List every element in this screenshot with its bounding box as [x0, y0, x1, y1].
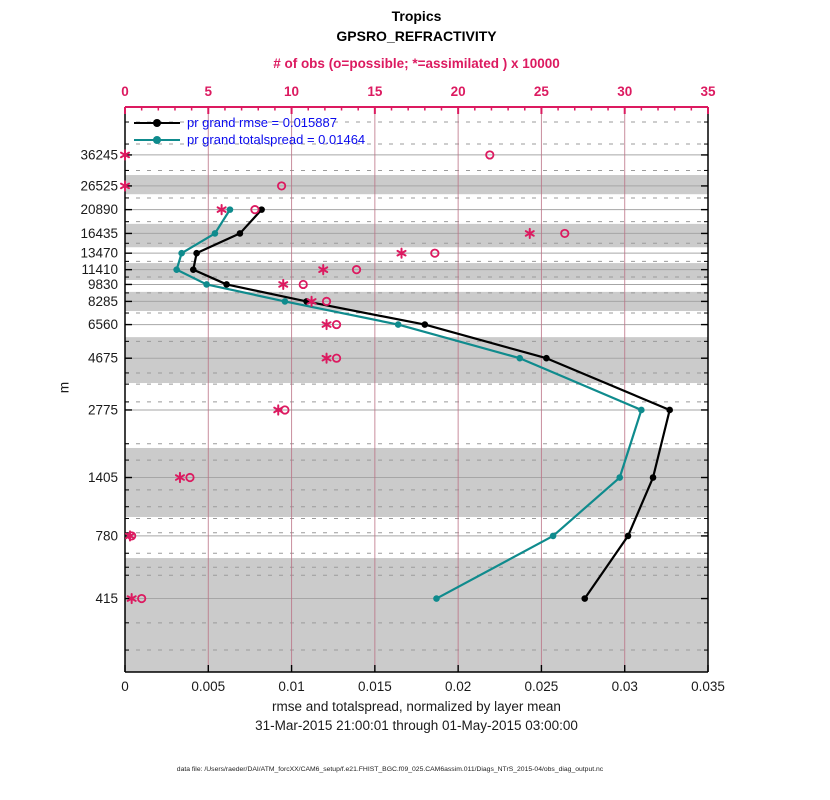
legend-label-totalspread: pr grand totalspread = 0.01464: [187, 132, 366, 147]
top-tick-label: 10: [284, 84, 300, 99]
y-tick-label: 2775: [87, 402, 118, 418]
legend-item-rmse: [134, 114, 365, 131]
top-tick-label: 30: [617, 84, 633, 99]
legend-dot-icon: [153, 136, 161, 144]
series-point: [625, 533, 632, 540]
x-tick-label: 0.025: [524, 679, 559, 694]
y-tick-label: 4675: [87, 350, 118, 366]
x-tick-label: 0.005: [191, 679, 226, 694]
series-point: [203, 281, 210, 288]
y-tick-label: 36245: [80, 147, 118, 163]
series-point: [190, 266, 197, 273]
x-tick-label: 0.03: [611, 679, 638, 694]
top-tick-label: 20: [450, 84, 466, 99]
top-tick-label: 35: [700, 84, 716, 99]
datafile-path-label: data file: /Users/raeder/DAI/ATM_forcXX/CAM6_setup/f.e21.FHIST_BGC.f09_025.CAM6assim.011/Diags_NTrS_2015-04/obs_diag_output.nc: [176, 766, 604, 773]
series-point: [227, 206, 234, 213]
x-tick-label: 0.01: [278, 679, 305, 694]
y-tick-label: 26525: [80, 178, 118, 194]
top-tick-label: 25: [533, 84, 549, 99]
timespan-label: 31-Mar-2015 21:00:01 through 01-May-2015 03:00:00: [255, 718, 578, 733]
y-tick-label: 415: [95, 591, 118, 607]
series-point: [282, 298, 289, 305]
series-point: [650, 474, 657, 481]
y-tick-label: 13470: [80, 245, 118, 261]
plot-subtitle: GPSRO_REFRACTIVITY: [336, 28, 497, 44]
y-tick-label: 16435: [80, 225, 118, 241]
series-point: [178, 250, 185, 257]
series-point: [638, 407, 645, 414]
legend: [134, 114, 365, 148]
series-point: [581, 595, 588, 602]
series-point: [666, 407, 673, 414]
series-point: [173, 266, 180, 273]
x-tick-label: 0.015: [357, 679, 392, 694]
series-point: [616, 474, 623, 481]
plot-title: Tropics: [391, 8, 442, 24]
legend-line-sample-rmse: [134, 122, 180, 124]
top-tick-label: 15: [367, 84, 383, 99]
series-point: [237, 230, 244, 237]
y-tick-label: 11410: [81, 262, 118, 278]
series-point: [550, 533, 557, 540]
series-point: [422, 321, 429, 328]
x-tick-label: 0: [121, 679, 129, 694]
y-tick-label: 780: [95, 528, 118, 544]
legend-item-totalspread: [134, 131, 365, 148]
series-point: [223, 281, 230, 288]
y-tick-label: 20890: [80, 202, 118, 218]
legend-line-sample-totalspread: [134, 139, 180, 141]
series-point: [516, 355, 523, 362]
series-point: [193, 250, 200, 257]
top-axis-label: # of obs (o=possible; *=assimilated ) x 10000: [273, 56, 560, 71]
shaded-layer-band: [125, 337, 708, 383]
legend-dot-icon: [153, 119, 161, 127]
x-tick-label: 0.02: [445, 679, 472, 694]
y-tick-label: 8285: [87, 293, 118, 309]
series-point: [433, 595, 440, 602]
y-tick-label: 1405: [87, 470, 118, 486]
series-point: [395, 321, 402, 328]
series-point: [212, 230, 219, 237]
y-axis-label: m: [56, 381, 72, 394]
x-axis-label: rmse and totalspread, normalized by layer mean: [272, 699, 561, 714]
y-tick-label: 6560: [87, 317, 118, 333]
top-tick-label: 5: [204, 84, 213, 99]
shaded-layer-band: [125, 175, 708, 194]
x-tick-label: 0.035: [691, 679, 725, 694]
series-point: [543, 355, 550, 362]
y-tick-label: 9830: [87, 276, 118, 292]
top-tick-label: 0: [121, 84, 129, 99]
legend-label-rmse: pr grand rmse = 0.015887: [187, 115, 337, 130]
